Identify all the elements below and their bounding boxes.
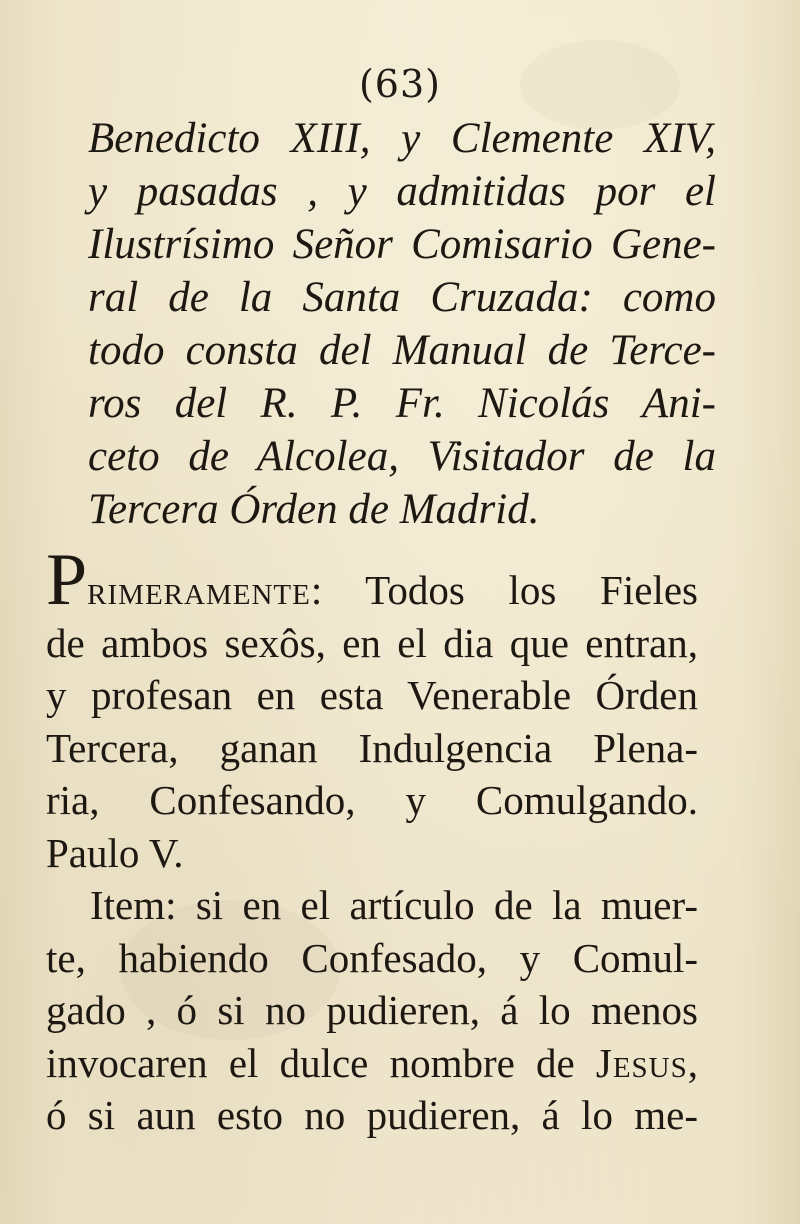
heading-line: ros del R. P. Fr. Nicolás Ani- xyxy=(88,380,716,427)
paragraph-line: gado , ó si no pudieren, á lo menos xyxy=(46,987,698,1033)
paragraph-line: y profesan en esta Venerable Órden xyxy=(46,672,698,718)
paragraph-line: te, habiendo Confesado, y Comul- xyxy=(46,934,698,981)
heading-line: Tercera Órden de Madrid. xyxy=(88,486,540,533)
page-number: (63) xyxy=(358,62,441,106)
heading-line: Benedicto XIII, y Clemente XIV, xyxy=(88,115,716,162)
paragraph-line: Paulo V. xyxy=(46,829,184,876)
paragraph-line xyxy=(46,1037,698,1090)
line-text: invocaren el dulce nombre de xyxy=(46,1039,596,1086)
heading-line: ceto de Alcolea, Visitador de la xyxy=(88,433,716,480)
drop-cap: P xyxy=(46,539,88,621)
first-line-rest: : Todos los Fieles xyxy=(310,567,698,613)
section-heading xyxy=(88,112,716,536)
body-text xyxy=(46,539,698,1142)
line-text: , xyxy=(687,1039,698,1086)
heading-line: ral de la Santa Cruzada: como xyxy=(88,274,716,321)
paragraph-line: ó si aun esto no pudieren, á lo me- xyxy=(46,1092,698,1138)
small-caps-word: rimeramente xyxy=(87,567,311,613)
heading-line: y pasadas , y admitidas por el xyxy=(88,168,716,215)
paragraph-first-line xyxy=(46,539,698,621)
paragraph-line: Item: si en el artículo de la muer- xyxy=(90,882,698,928)
paragraph-line: de ambos sexôs, en el dia que entran, xyxy=(46,619,698,666)
heading-line: Ilustrísimo Señor Comisario Gene- xyxy=(88,221,716,268)
paragraph-line: ria, Confesando, y Comulgando. xyxy=(46,777,698,823)
paragraph-line: Tercera, ganan Indulgencia Plena- xyxy=(46,724,698,771)
heading-line: todo consta del Manual de Terce- xyxy=(88,327,716,374)
name-jesus: Jesus xyxy=(595,1039,688,1086)
